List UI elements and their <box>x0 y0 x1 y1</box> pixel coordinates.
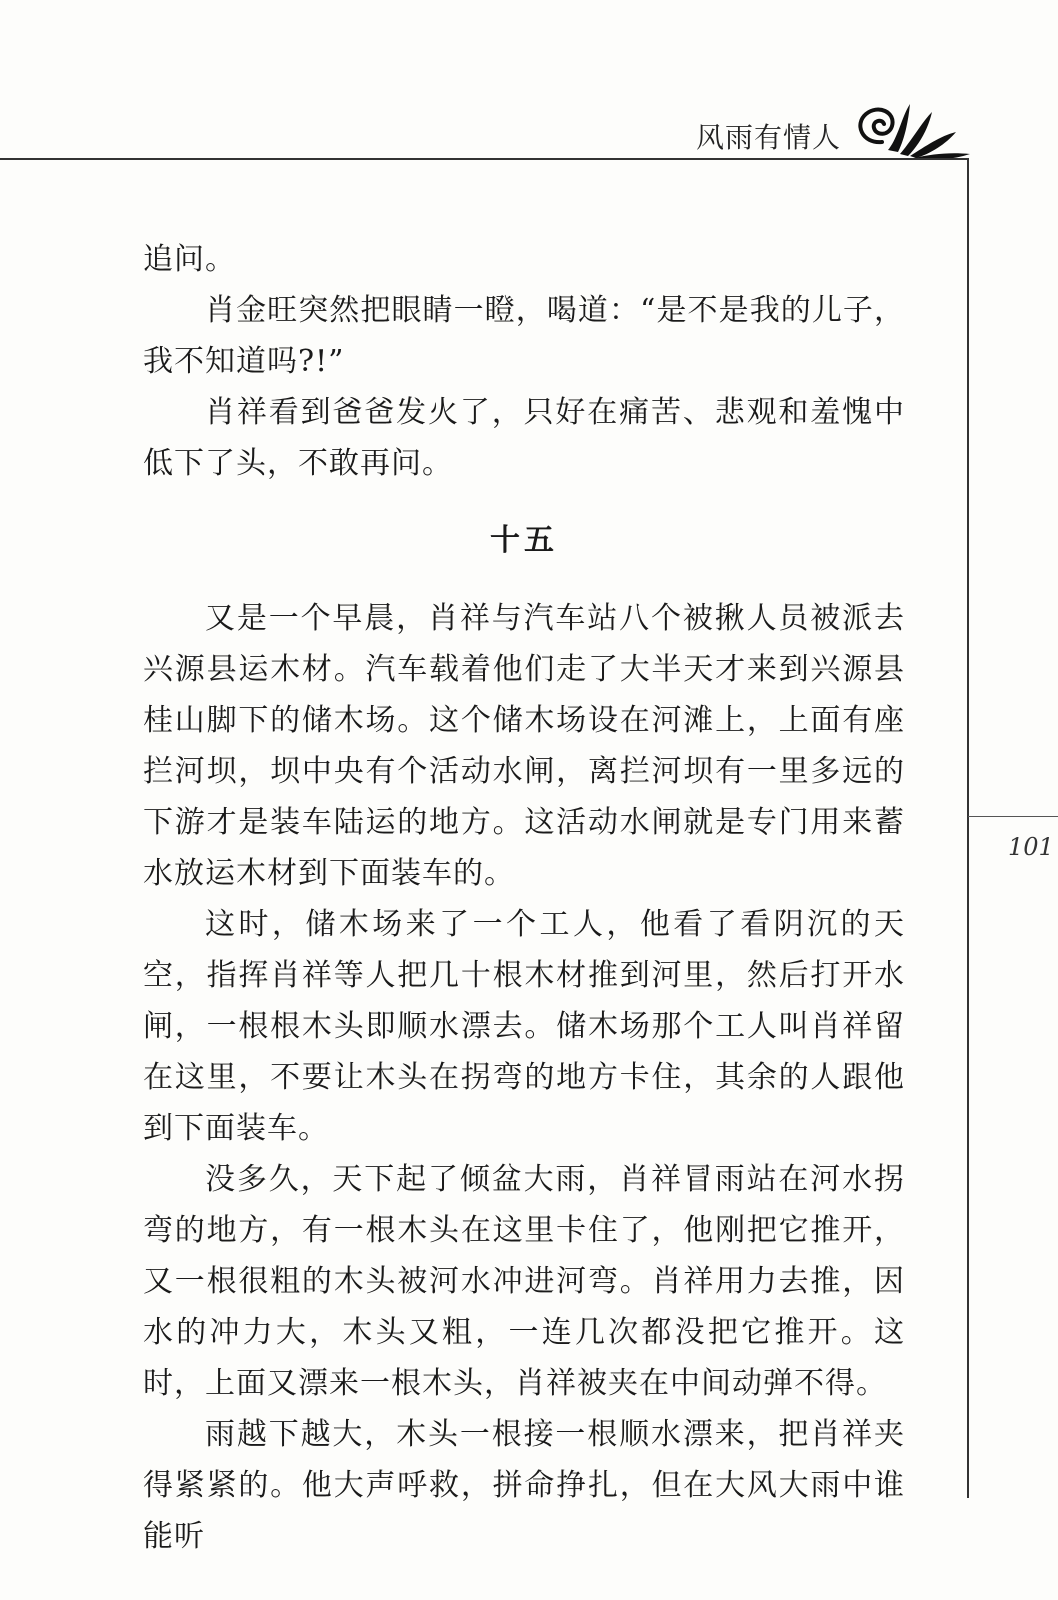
paragraph: 肖金旺突然把眼睛一瞪，喝道：“是不是我的儿子，我不知道吗?!” <box>143 293 905 379</box>
page-number-rule <box>968 816 1058 817</box>
paragraph: 肖祥看到爸爸发火了，只好在痛苦、悲观和羞愧中低下了头，不敢再问。 <box>143 395 905 481</box>
paragraph: 雨越下越大，木头一根接一根顺水漂来，把肖祥夹得紧紧的。他大声呼救，拼命挣扎，但在大风大雨中谁能听 <box>143 1417 905 1554</box>
section-heading: 十五 <box>490 523 558 558</box>
body-text <box>143 234 905 1562</box>
paragraph: 这时，储木场来了一个工人，他看了看阴沉的天空，指挥肖祥等人把几十根木材推到河里，然后打开水闸，一根根木头即顺水漂去。储木场那个工人叫肖祥留在这里，不要让木头在拐弯的地方卡住，其余的人跟他到下面装车。 <box>143 907 905 1146</box>
page-number: 101 <box>1008 833 1054 861</box>
paragraph: 追问。 <box>143 242 236 277</box>
paragraph: 又是一个早晨，肖祥与汽车站八个被揪人员被派去兴源县运木材。汽车载着他们走了大半天才来到兴源县桂山脚下的储木场。这个储木场设在河滩上，上面有座拦河坝，坝中央有个活动水闸，离拦河坝有一里多远的下游才是装车陆运的地方。这活动水闸就是专门用来蓄水放运木材到下面装车的。 <box>143 601 905 891</box>
swirl-flourish-icon <box>852 94 972 160</box>
header-rule <box>0 158 968 160</box>
paragraph: 没多久，天下起了倾盆大雨，肖祥冒雨站在河水拐弯的地方，有一根木头在这里卡住了，他刚把它推开，又一根很粗的木头被河水冲进河弯。肖祥用力去推，因水的冲力大，木头又粗，一连几次都没把它推开。这时，上面又漂来一根木头，肖祥被夹在中间动弹不得。 <box>143 1162 905 1401</box>
right-frame-rule <box>967 158 969 1498</box>
running-header-title: 风雨有情人 <box>696 121 842 154</box>
